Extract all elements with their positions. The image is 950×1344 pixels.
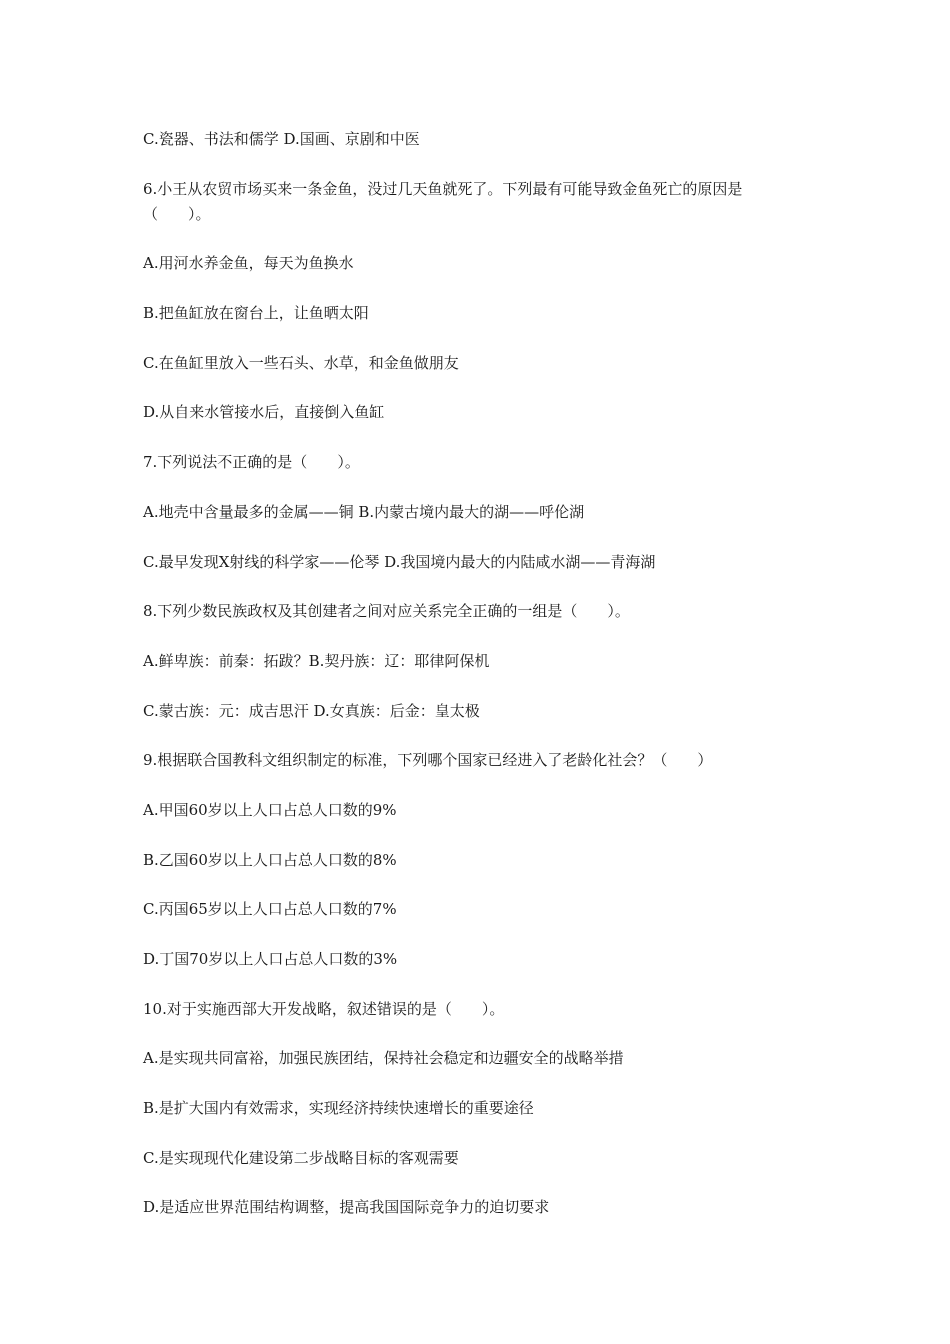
q5-options-cd: C.瓷器、书法和儒学 D.国画、京剧和中医 [143,130,420,148]
q6-option-a: A.用河水养金鱼，每天为鱼换水 [143,254,354,272]
q6-stem: 6.小王从农贸市场买来一条金鱼，没过几天鱼就死了。下列最有可能导致金鱼死亡的原因是 [143,180,743,198]
q9-option-d: D.丁国70岁以上人口占总人口数的3% [143,950,398,968]
q7-options-cd: C.最早发现X射线的科学家——伦琴 D.我国境内最大的内陆咸水湖——青海湖 [143,553,656,571]
q8-stem: 8.下列少数民族政权及其创建者之间对应关系完全正确的一组是（ ）。 [143,602,630,620]
q8-options-cd: C.蒙古族：元：成吉思汗 D.女真族：后金：皇太极 [143,702,480,720]
q9-option-b: B.乙国60岁以上人口占总人口数的8% [143,851,397,869]
q10-option-b: B.是扩大国内有效需求，实现经济持续快速增长的重要途径 [143,1099,534,1117]
q6-option-b: B.把鱼缸放在窗台上，让鱼晒太阳 [143,304,369,322]
q9-stem: 9.根据联合国教科文组织制定的标准，下列哪个国家已经进入了老龄化社会？（ ） [143,751,713,769]
q6-stem-continued: （ ）。 [143,205,211,223]
q6-option-d: D.从自来水管接水后，直接倒入鱼缸 [143,403,385,421]
q6-option-c: C.在鱼缸里放入一些石头、水草，和金鱼做朋友 [143,354,459,372]
q7-options-ab: A.地壳中含量最多的金属——铜 B.内蒙古境内最大的湖——呼伦湖 [143,503,585,521]
q8-options-ab: A.鲜卑族：前秦：拓跋？B.契丹族：辽：耶律阿保机 [143,652,490,670]
q9-option-c: C.丙国65岁以上人口占总人口数的7% [143,900,397,918]
q9-option-a: A.甲国60岁以上人口占总人口数的9% [143,801,397,819]
q10-option-a: A.是实现共同富裕，加强民族团结，保持社会稳定和边疆安全的战略举措 [143,1049,624,1067]
q10-stem: 10.对于实施西部大开发战略，叙述错误的是（ ）。 [143,1000,505,1018]
q10-option-c: C.是实现现代化建设第二步战略目标的客观需要 [143,1149,459,1167]
q7-stem: 7.下列说法不正确的是（ ）。 [143,453,360,471]
q10-option-d: D.是适应世界范围结构调整，提高我国国际竞争力的迫切要求 [143,1198,550,1216]
